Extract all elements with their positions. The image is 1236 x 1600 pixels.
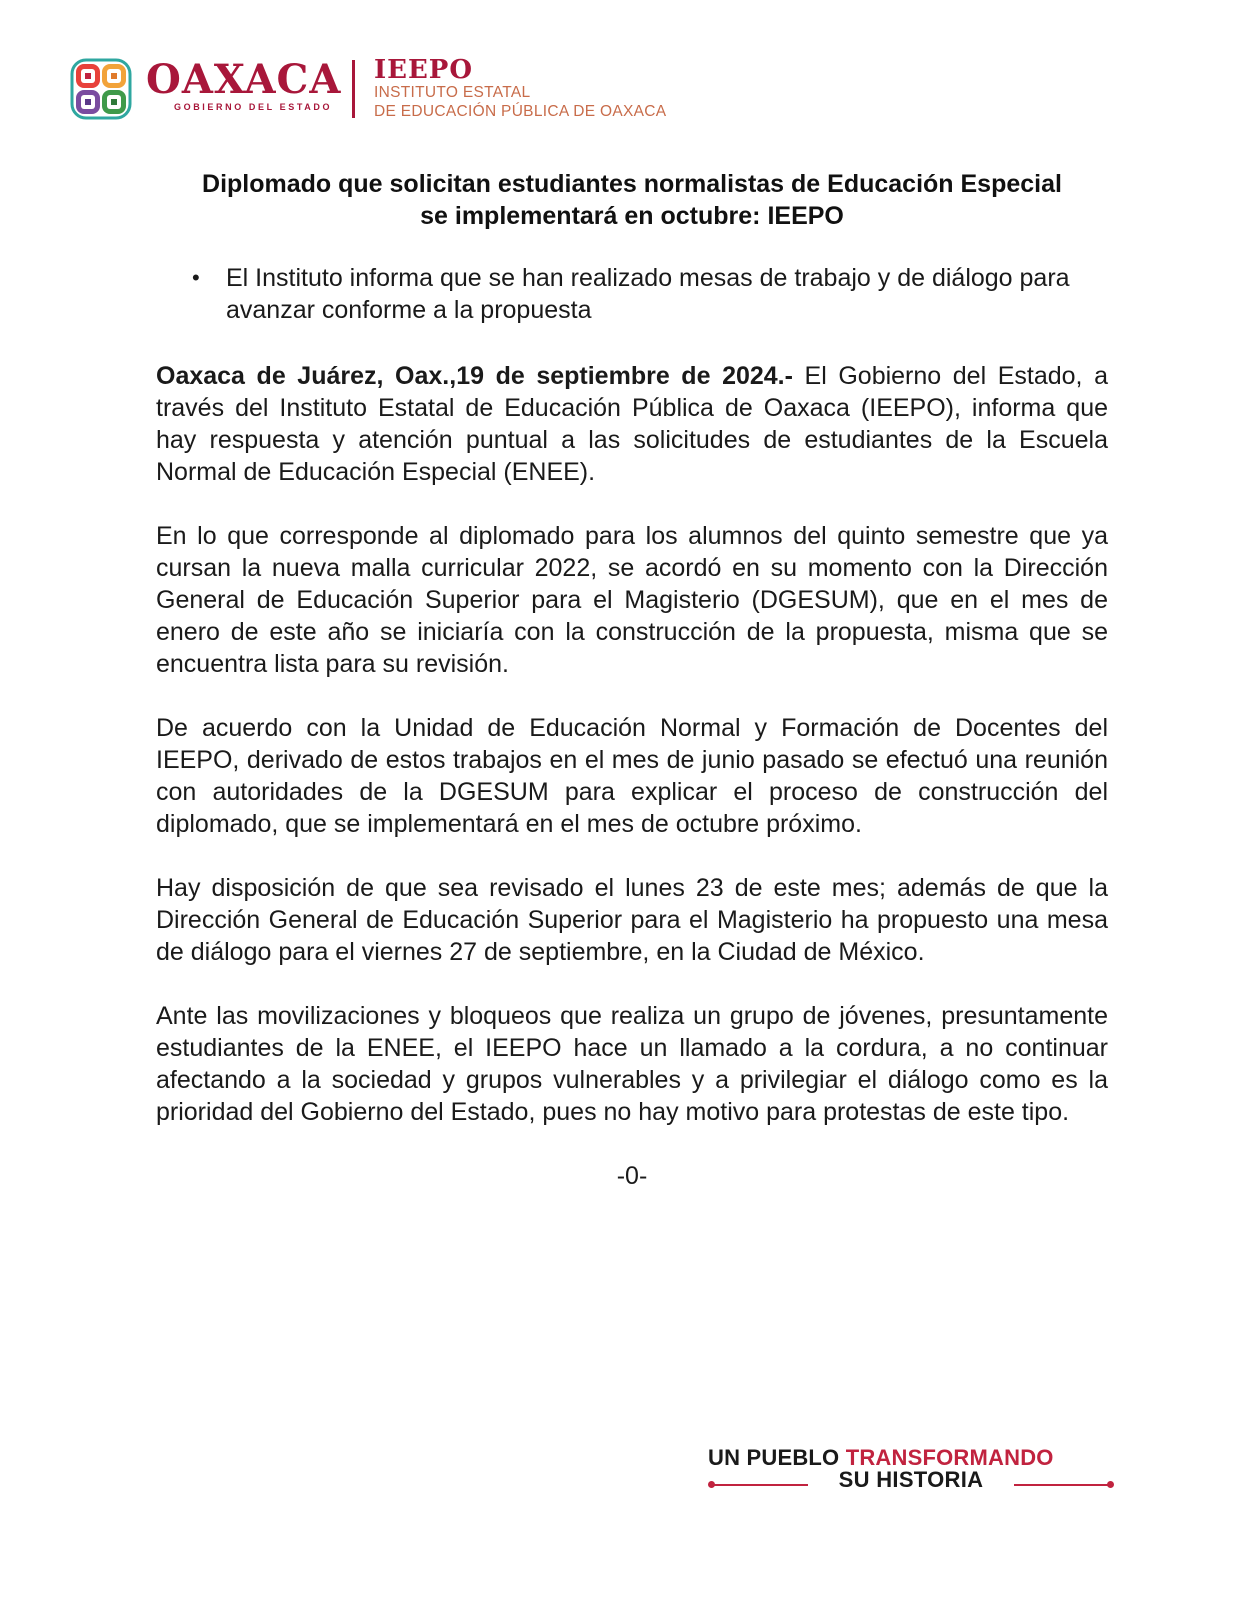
slogan-right-dot-icon xyxy=(1107,1481,1114,1488)
header-divider xyxy=(352,60,355,118)
agency-acronym: IEEPO xyxy=(374,55,473,85)
summary-bullet-text: El Instituto informa que se han realizado mesas de trabajo y de diálogo para avanzar conforme a la propuesta xyxy=(226,264,1070,324)
agency-name-line1: INSTITUTO ESTATAL xyxy=(374,84,531,101)
slogan-line-2 xyxy=(708,1467,1114,1492)
slogan-part-1: UN PUEBLO xyxy=(708,1445,846,1470)
agency-name-line2: DE EDUCACIÓN PÚBLICA DE OAXACA xyxy=(374,103,667,120)
end-mark: -0- xyxy=(616,1162,648,1190)
slogan-right-rule xyxy=(1014,1484,1110,1486)
slogan-part-2: TRANSFORMANDO xyxy=(845,1445,1054,1470)
paragraph-1-text: El Gobierno del Estado, a través del Instituto Estatal de Educación Pública de Oaxaca (IEEPO), informa que hay respuesta y atención puntual a las solicitudes de estudiantes de la Escuela Normal de Educación Especial (ENEE). xyxy=(156,362,1108,486)
state-name-wordmark: OAXACA xyxy=(146,56,342,103)
dateline: Oaxaca de Juárez, Oax.,19 de septiembre de 2024.- xyxy=(156,362,793,390)
paragraph-1 xyxy=(156,360,1108,488)
slogan-line-2-text: SU HISTORIA xyxy=(838,1467,984,1492)
state-subtitle: GOBIERNO DEL ESTADO xyxy=(174,102,333,112)
oaxaca-emblem-logo xyxy=(70,58,132,120)
press-release-body xyxy=(156,168,1108,1192)
paragraph-5: Ante las movilizaciones y bloqueos que realiza un grupo de jóvenes, presuntamente estudiantes de la ENEE, el IEEPO hace un llamado a la cordura, a no continuar afectando a la sociedad y grupos vulnerables y a privilegiar el diálogo como es la prioridad del Gobierno del Estado, pues no hay motivo para protestas de este tipo. xyxy=(156,1002,1108,1126)
summary-bullets xyxy=(156,262,1108,326)
press-release-title xyxy=(156,168,1108,232)
summary-bullet xyxy=(156,262,1108,326)
paragraph-4: Hay disposición de que sea revisado el lunes 23 de este mes; además de que la Dirección General de Educación Superior para el Magisterio ha propuesto una mesa de diálogo para el viernes 27 de septiembre, en la Ciudad de México. xyxy=(156,874,1108,966)
title-line-2: se implementará en octubre: IEEPO xyxy=(420,202,844,230)
paragraph-3: De acuerdo con la Unidad de Educación Normal y Formación de Docentes del IEEPO, derivado de estos trabajos en el mes de junio pasado se efectuó una reunión con autoridades de la DGESUM para explicar el proceso de construcción del diplomado, que se implementará en el mes de octubre próximo. xyxy=(156,714,1108,838)
title-line-1: Diplomado que solicitan estudiantes normalistas de Educación Especial xyxy=(202,170,1062,198)
paragraph-2: En lo que corresponde al diplomado para los alumnos del quinto semestre que ya cursan la nueva malla curricular 2022, se acordó en su momento con la Dirección General de Educación Superior para el Magisterio (DGESUM), que en el mes de enero de este año se iniciaría con la construcción de la propuesta, misma que se encuentra lista para su revisión. xyxy=(156,522,1108,678)
bullet-dot-icon: • xyxy=(192,265,200,290)
footer-slogan xyxy=(708,1444,1114,1492)
letterhead xyxy=(70,56,770,120)
